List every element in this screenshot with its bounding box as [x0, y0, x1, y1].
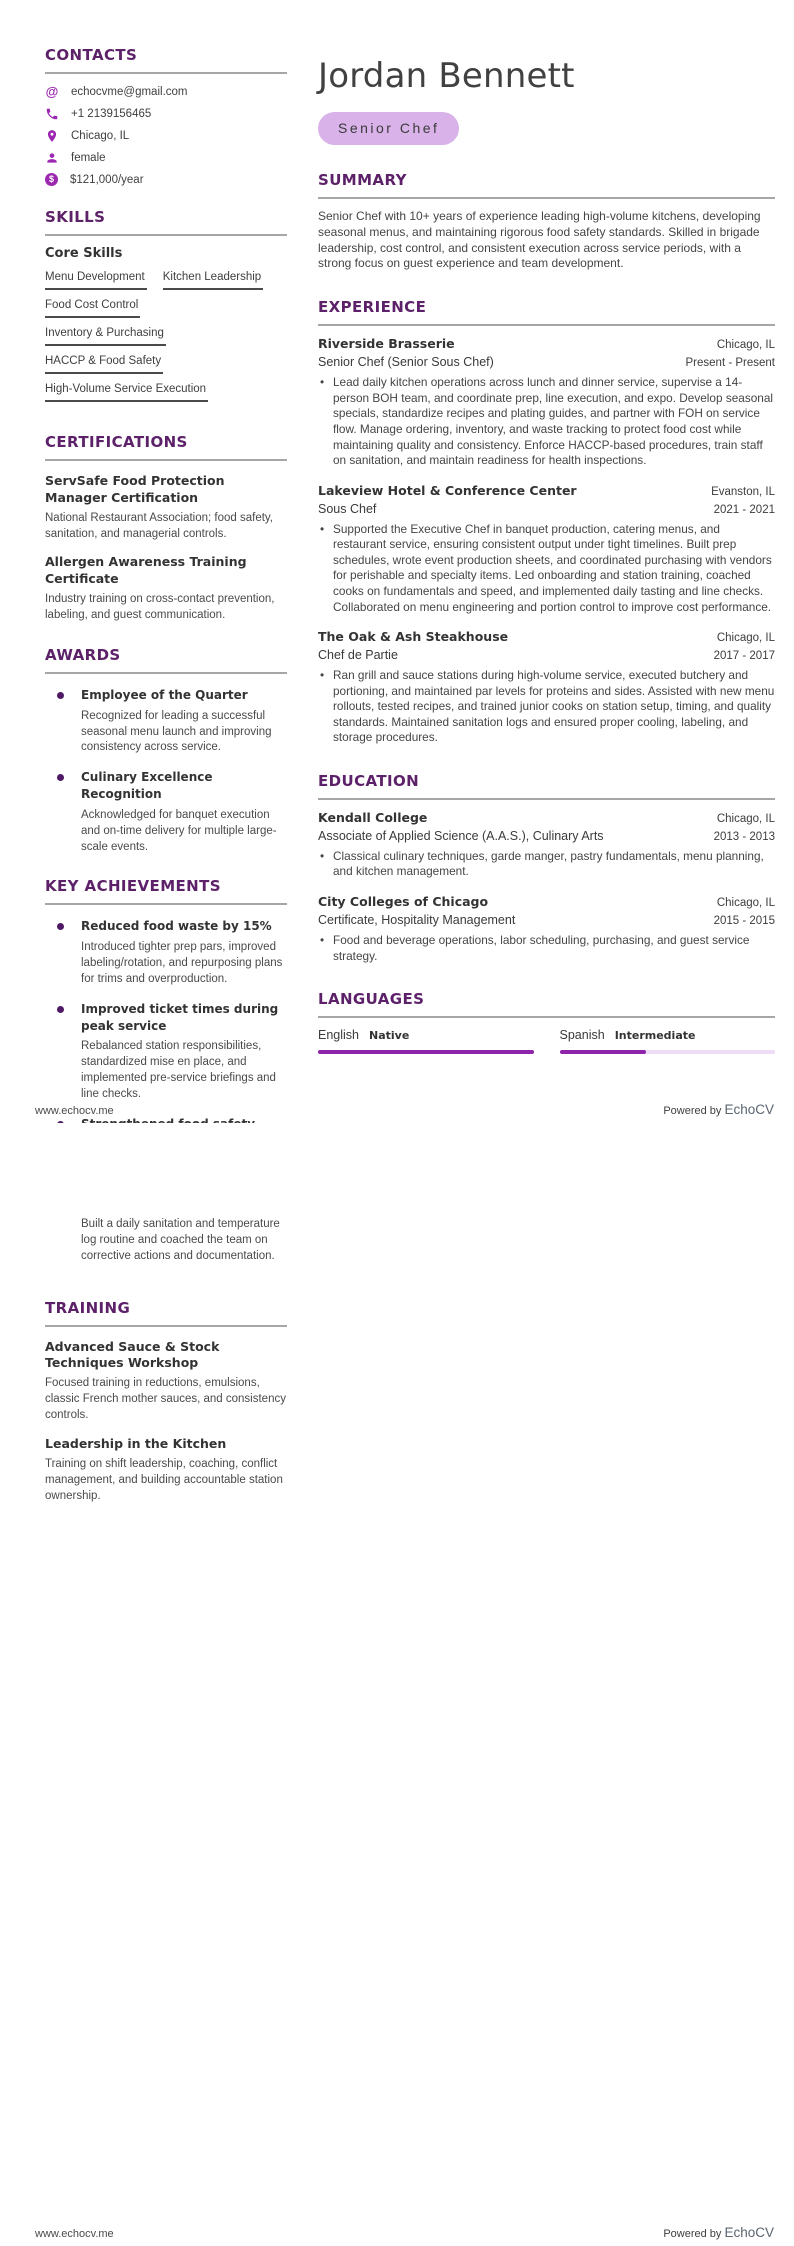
training-title: Advanced Sauce & Stock Techniques Workshop: [45, 1338, 220, 1371]
training-description: Training on shift leadership, coaching, conflict management, and building accountable station ownership.: [45, 1457, 283, 1502]
skills-group-title: Core Skills: [45, 246, 123, 261]
training-heading: TRAINING: [45, 1298, 131, 1317]
achievement-item: [45, 1001, 287, 1103]
summary-heading: SUMMARY: [318, 171, 407, 189]
language-bar-track: [560, 1050, 776, 1054]
languages-section: [318, 990, 775, 1054]
page-footer: [35, 2225, 774, 2240]
training-description: Focused training in reductions, emulsions, classic French mother sauces, and consistency controls.: [45, 1377, 286, 1422]
awards-heading: AWARDS: [45, 645, 121, 664]
skills-section: [45, 208, 287, 411]
language-bar-track: [318, 1050, 534, 1054]
section-divider: [45, 903, 287, 905]
experience-entry: [318, 483, 775, 615]
contact-list: [45, 84, 287, 186]
company-location: Evanston, IL: [711, 485, 775, 498]
school-name: City Colleges of Chicago: [318, 894, 489, 909]
languages-row: [318, 1028, 775, 1054]
job-dates: 2017 - 2017: [713, 650, 775, 663]
education-section: [318, 772, 775, 964]
footer-powered-by: Powered by EchoCV: [663, 1102, 774, 1117]
experience-section: [318, 298, 775, 746]
contact-email-text: echocvme@gmail.com: [71, 85, 188, 98]
job-bullet: • Lead daily kitchen operations across lunch and dinner service, supervise a 14-person BOH team, and coordinate prep, line execution, and expo. Develop seasonal specials, standardize recipes and plating guides, and partner with FOH on service flow. Manage ordering, inventory, and waste tracking to protect food cost while maintaining quality and consistency. Enforce HACCP-based procedures, train staff on sanitation, and maintain readiness for health inspections.: [318, 375, 775, 468]
main-column-page-2: [318, 1169, 775, 1526]
language-item: [560, 1028, 776, 1054]
skill-item: Menu Development: [45, 271, 147, 290]
job-dates: 2021 - 2021: [713, 503, 775, 516]
company-location: Chicago, IL: [716, 339, 775, 352]
award-item: [45, 769, 287, 855]
training-item: [45, 1339, 287, 1424]
skill-item: HACCP & Food Safety: [45, 355, 163, 374]
section-divider: [45, 234, 287, 236]
education-bullet: • Food and beverage operations, labor scheduling, purchasing, and guest service strategy.: [318, 933, 775, 964]
certifications-section: [45, 433, 287, 624]
contact-gender: [45, 151, 287, 165]
company-name: Lakeview Hotel & Conference Center: [318, 482, 577, 498]
award-item: [45, 687, 287, 756]
gender-icon: [45, 151, 59, 165]
footer-powered-by: Powered by EchoCV: [663, 2225, 774, 2240]
page-footer: [35, 1102, 774, 1117]
key-achievements-heading: KEY ACHIEVEMENTS: [45, 877, 221, 896]
school-location: Chicago, IL: [716, 812, 775, 825]
training-title: Leadership in the Kitchen: [45, 1435, 227, 1451]
contact-location: [45, 129, 287, 143]
skills-heading: SKILLS: [45, 208, 106, 226]
contact-salary: [45, 173, 287, 186]
award-title: Culinary Excellence Recognition: [81, 770, 213, 802]
footer-site-url: www.echocv.me: [35, 2228, 114, 2240]
section-divider: [45, 672, 287, 674]
candidate-name: Jordan Bennett: [318, 56, 575, 96]
contact-location-text: Chicago, IL: [71, 130, 130, 142]
skill-item: High-Volume Service Execution: [45, 383, 208, 402]
summary-section: [318, 171, 775, 272]
email-icon: @: [45, 84, 59, 99]
certification-item: [45, 473, 287, 542]
section-divider: [318, 197, 775, 199]
award-description: Recognized for leading a successful seasonal menu launch and improving consistency across service.: [81, 709, 272, 754]
education-entry: [318, 894, 775, 964]
achievement-title: Improved ticket times during peak service: [81, 1001, 279, 1033]
award-description: Acknowledged for banquet execution and on-time delivery for multiple large-scale events.: [81, 808, 277, 853]
job-role: Senior Chef (Senior Sous Chef): [318, 355, 494, 370]
language-item: [318, 1028, 534, 1054]
language-bar-fill: [560, 1050, 646, 1054]
skill-item: Kitchen Leadership: [163, 271, 263, 290]
training-item: [45, 1436, 287, 1504]
job-role: Chef de Partie: [318, 648, 398, 663]
skill-list: [45, 271, 287, 411]
degree: Associate of Applied Science (A.A.S.), Culinary Arts: [318, 828, 604, 843]
certification-title: ServSafe Food Protection Manager Certification: [45, 473, 225, 505]
contact-phone-text: +1 2139156465: [71, 108, 152, 120]
award-title: Employee of the Quarter: [81, 687, 248, 702]
skill-item: Food Cost Control: [45, 299, 140, 318]
awards-list: [45, 687, 287, 856]
salary-icon: $: [45, 173, 58, 186]
main-column: [318, 46, 775, 1171]
job-role: Sous Chef: [318, 501, 377, 516]
sidebar: [45, 46, 287, 1171]
achievement-description: Introduced tighter prep pars, improved labeling/rotation, and repurposing plans for trims and overproduction.: [81, 941, 283, 985]
achievement-item: [45, 918, 287, 987]
echocv-brand: EchoCV: [724, 1102, 774, 1117]
certification-title: Allergen Awareness Training Certificate: [45, 554, 247, 587]
contact-phone: [45, 107, 287, 121]
resume-page-2: [0, 1123, 794, 2246]
company-name: Riverside Brasserie: [318, 336, 455, 352]
section-divider: [45, 459, 287, 461]
section-divider: [318, 798, 775, 800]
achievement-description-continued: Built a daily sanitation and temperature log routine and coached the team on corrective actions and documentation.: [81, 1218, 280, 1262]
education-heading: EDUCATION: [318, 771, 420, 790]
section-divider: [45, 1325, 287, 1327]
job-bullet: • Ran grill and sauce stations during high-volume service, executed butchery and portioning, and maintained par levels for proteins and sides. Assisted with new menu rollouts, tested recipes, and trained junior cooks on station setup, timing, and quality standards. Maintained sanitation logs and ensured proper cooling, labeling, and storage procedures.: [318, 668, 775, 746]
summary-text: Senior Chef with 10+ years of experience leading high-volume kitchens, developing seasonal menus, and maintaining rigorous food safety standards. Skilled in brigade leadership, cost control, and consistent execution across service periods, with a strong focus on guest experience and team development.: [318, 209, 761, 271]
contact-email: [45, 84, 287, 99]
achievement-title: Reduced food waste by 15%: [81, 919, 272, 934]
language-name: Spanish: [559, 1028, 605, 1043]
language-level: Intermediate: [614, 1029, 696, 1043]
contact-gender-text: female: [71, 152, 106, 164]
company-name: The Oak & Ash Steakhouse: [318, 629, 509, 645]
education-dates: 2013 - 2013: [713, 830, 775, 843]
job-dates: Present - Present: [685, 357, 775, 370]
school-location: Chicago, IL: [716, 897, 775, 909]
experience-entry: [318, 336, 775, 468]
awards-section: [45, 646, 287, 856]
echocv-brand: EchoCV: [724, 2225, 774, 2240]
job-title-badge: Senior Chef: [318, 112, 459, 145]
contacts-heading: CONTACTS: [45, 46, 138, 64]
language-name: English: [318, 1028, 359, 1043]
certification-item: [45, 554, 287, 623]
language-level: Native: [369, 1029, 410, 1043]
language-bar-fill: [318, 1050, 534, 1054]
phone-icon: [45, 107, 59, 121]
school-name: Kendall College: [318, 809, 428, 825]
experience-heading: EXPERIENCE: [318, 298, 427, 317]
contacts-section: [45, 46, 287, 186]
company-location: Chicago, IL: [716, 632, 775, 645]
certification-description: National Restaurant Association; food safety, sanitation, and managerial controls.: [45, 511, 274, 540]
languages-heading: LANGUAGES: [318, 990, 425, 1009]
experience-entry: [318, 629, 775, 746]
skill-item: Inventory & Purchasing: [45, 327, 166, 346]
section-divider: [318, 1016, 775, 1018]
training-section: [45, 1299, 287, 1505]
job-bullet: • Supported the Executive Chef in banquet production, catering menus, and restaurant service, ensuring consistent output under tight timelines. Built prep schedules, wrote event production sheets, and coordinated purchasing with vendors for perishable and specialty items. Led onboarding and station training, coached cooks on fundamentals and speed, and implemented daily tasting and line checks. Collaborated on menu engineering and portion control to improve cost performance.: [318, 522, 775, 615]
section-divider: [318, 324, 775, 326]
certifications-heading: CERTIFICATIONS: [45, 433, 188, 451]
education-bullet: • Classical culinary techniques, garde manger, pastry fundamentals, menu planning, and kitchen management.: [318, 849, 775, 880]
education-dates: 2015 - 2015: [713, 915, 775, 927]
section-divider: [45, 72, 287, 74]
location-icon: [45, 129, 59, 143]
sidebar-page-2: [45, 1169, 287, 1526]
contact-salary-text: $121,000/year: [70, 173, 144, 186]
achievement-description: Rebalanced station responsibilities, standardized mise en place, and implemented pre-service briefings and line checks.: [81, 1040, 276, 1101]
certification-description: Industry training on cross-contact prevention, labeling, and guest communication.: [45, 593, 275, 622]
education-entry: [318, 810, 775, 880]
degree: Certificate, Hospitality Management: [318, 913, 516, 927]
footer-site-url: www.echocv.me: [35, 1105, 114, 1117]
